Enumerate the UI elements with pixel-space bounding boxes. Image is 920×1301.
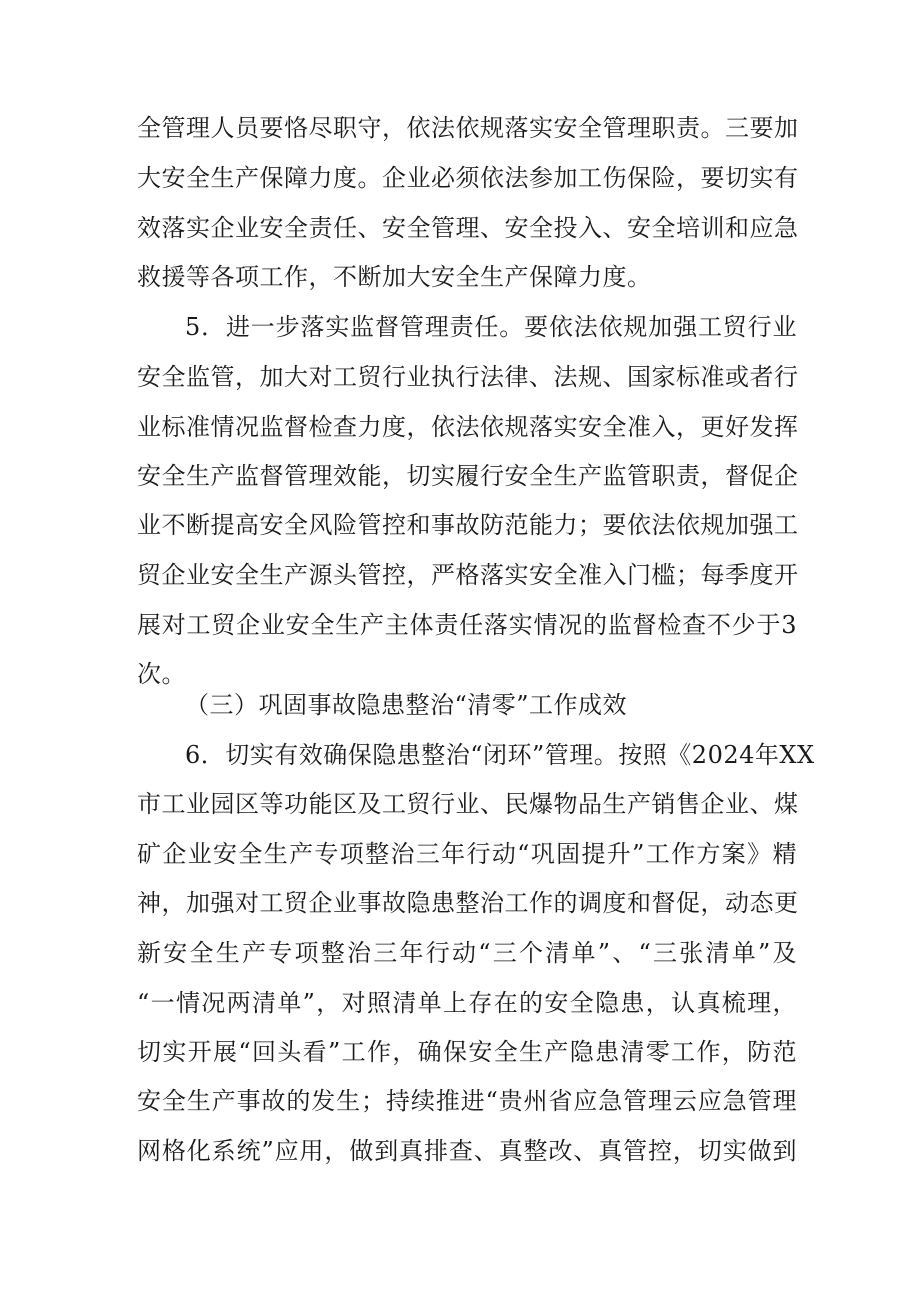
text-line: 全管理人员要恪尽职守，依法依规落实安全管理职责。三要加	[137, 114, 799, 142]
text-line: 切实开展“回头看”工作，确保安全生产隐患清零工作，防范	[137, 1038, 797, 1066]
text-line: 安全监管，加大对工贸行业执行法律、法规、国家标准或者行	[137, 363, 799, 391]
text-line: 次。	[137, 660, 186, 688]
text-line: 新安全生产专项整治三年行动“三个清单”、“三张清单”及	[137, 939, 797, 967]
text-line: 神，加强对工贸企业事故隐患整治工作的调度和督促，动态更	[137, 889, 799, 917]
text-line: 救援等各项工作，不断加大安全生产保障力度。	[137, 263, 652, 291]
section-heading: （三）巩固事故隐患整治“清零”工作成效	[185, 691, 628, 719]
paragraph-5-start: 5．进一步落实监督管理责任。要依法依规加强工贸行业	[185, 313, 797, 341]
text-line: 展对工贸企业安全生产主体责任落实情况的监督检查不少于3	[137, 611, 797, 639]
paragraph-6-start: 6．切实有效确保隐患整治“闭环”管理。按照《2024年XX	[185, 741, 815, 769]
text-line: 矿企业安全生产专项整治三年行动“巩固提升”工作方案》精	[137, 840, 797, 868]
text-line: 业不断提高安全风险管控和事故防范能力；要依法依规加强工	[137, 511, 799, 539]
text-line: 业标准情况监督检查力度，依法依规落实安全准入，更好发挥	[137, 413, 799, 441]
text-line: 网格化系统”应用，做到真排查、真整改、真管控，切实做到	[137, 1137, 797, 1165]
text-line: 大安全生产保障力度。企业必须依法参加工伤保险，要切实有	[137, 164, 799, 192]
text-line: 效落实企业安全责任、安全管理、安全投入、安全培训和应急	[137, 214, 799, 242]
text-line: 贸企业安全生产源头管控，严格落实安全准入门槛；每季度开	[137, 561, 799, 589]
text-line: 市工业园区等功能区及工贸行业、民爆物品生产销售企业、煤	[137, 790, 799, 818]
text-line: “一情况两清单”，对照清单上存在的安全隐患，认真梳理，	[137, 989, 797, 1017]
text-line: 安全生产监督管理效能，切实履行安全生产监管职责，督促企	[137, 462, 799, 490]
text-line: 安全生产事故的发生；持续推进“贵州省应急管理云应急管理	[137, 1087, 797, 1115]
